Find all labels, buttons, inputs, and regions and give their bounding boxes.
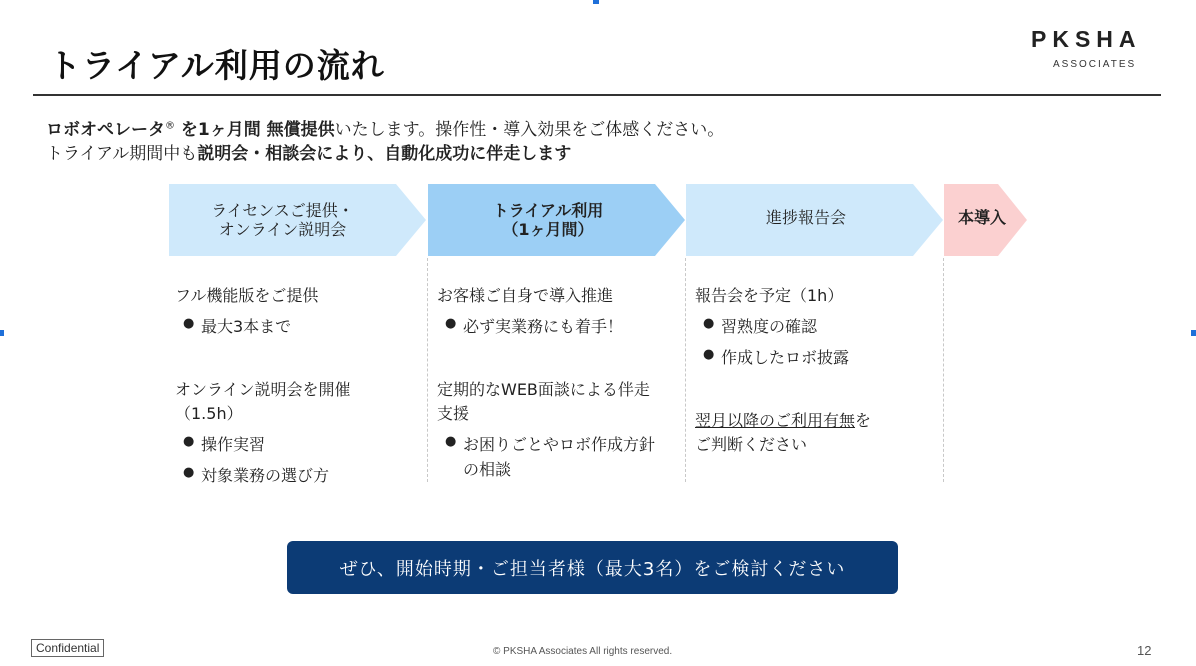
step-4-line-1: 本導入 [957, 207, 1006, 227]
col2-bullet-2a: ● お困りごとやロボ作成方針 [463, 432, 655, 455]
step-1-line-1: ライセンスご提供・ [211, 201, 354, 220]
col3-heading-2a: 翌月以降のご利用有無 [695, 411, 856, 430]
call-to-action-banner: ぜひ、開始時期・ご担当者様（最大3名）をご検討ください [287, 541, 898, 594]
col1-heading-1: フル機能版をご提供 [175, 286, 319, 305]
step-3-label [686, 181, 926, 253]
step-2-line-2: （1ヶ月間） [502, 220, 594, 239]
confidential-badge: Confidential [31, 639, 104, 657]
intro-rest: いたします。操作性・導入効果をご体感ください。 [334, 120, 725, 140]
col2-bullet-2b: の相談 [463, 460, 512, 479]
company-logo-subtitle: ASSOCIATES [1053, 59, 1137, 70]
col3-heading-2b: を [855, 411, 872, 430]
step-1-line-2: オンライン説明会 [218, 220, 347, 239]
col2-bullet-1: ● 必ず実業務にも着手！ [463, 314, 623, 337]
col2-heading-2a: 定期的なWEB面談による伴走 [437, 380, 650, 399]
col3-heading-1: 報告会を予定（1h） [695, 286, 844, 305]
intro-line-1 [46, 115, 724, 140]
selection-handle-right[interactable] [1191, 330, 1196, 336]
intro-line-2 [46, 139, 571, 164]
col3-bullet-2: ● 作成したロボ披露 [721, 345, 849, 368]
col3-heading-2 [695, 408, 871, 431]
column-divider-2 [685, 258, 686, 482]
selection-handle-top[interactable] [593, 0, 599, 4]
step-3-line-1: 進捗報告会 [765, 207, 846, 227]
col1-bullet-3: ● 対象業務の選び方 [201, 463, 329, 486]
intro-offer: を1ヶ月間 無償提供 [175, 120, 335, 140]
step-4-label [944, 181, 1020, 253]
intro-bold: 説明会・相談会により、自動化成功に伴走します [197, 144, 572, 164]
col3-heading-2c: ご判断ください [695, 435, 808, 454]
column-divider-3 [943, 258, 944, 482]
registered-mark: ® [165, 120, 175, 132]
col1-heading-2b: （1.5h） [175, 404, 243, 423]
col1-bullet-2: ● 操作実習 [201, 432, 265, 455]
slide-title: トライアル利用の流れ [48, 46, 385, 85]
page-number: 12 [1137, 643, 1152, 658]
copyright-notice: © PKSHA Associates All rights reserved. [493, 646, 673, 657]
intro-product: ロボオペレータ [46, 120, 165, 140]
title-divider [33, 94, 1161, 96]
intro-plain: トライアル期間中も [46, 144, 198, 164]
selection-handle-left[interactable] [0, 330, 4, 336]
step-1-label [169, 184, 396, 256]
col2-heading-1: お客様ご自身で導入推進 [437, 286, 614, 305]
step-2-line-1: トライアル利用 [492, 201, 604, 220]
col1-heading-2a: オンライン説明会を開催 [175, 380, 351, 399]
column-divider-1 [427, 258, 428, 482]
col2-heading-2b: 支援 [437, 404, 470, 423]
company-logo: PKSHA [1031, 26, 1142, 52]
col3-bullet-1: ● 習熟度の確認 [721, 314, 817, 337]
col1-bullet-1: ● 最大3本まで [201, 314, 291, 337]
step-2-label [428, 184, 668, 256]
